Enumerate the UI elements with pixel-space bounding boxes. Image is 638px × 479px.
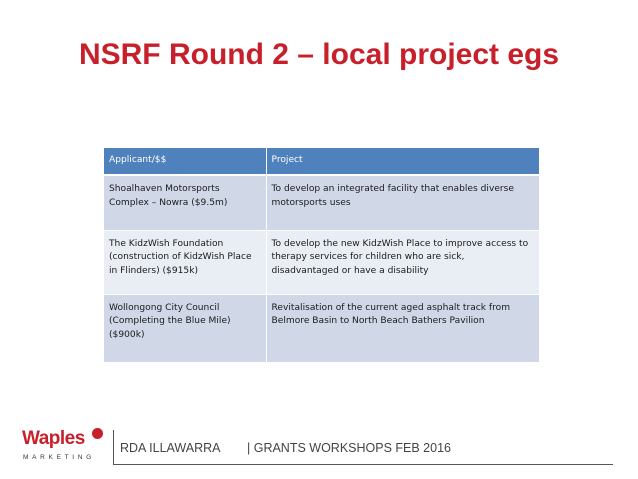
logo-badge-icon [92,428,103,439]
footer-event: | GRANTS WORKSHOPS FEB 2016 [247,441,451,455]
table-row [104,175,539,230]
footer-rule [113,464,613,465]
slide-title: NSRF Round 2 – local project egs [78,38,560,71]
footer-divider [113,430,114,465]
project-cell: Revitalisation of the current aged asphalt track from Belmore Basin to North Beach Bathers Pavilion [266,294,539,362]
project-cell: To develop an integrated facility that enables diverse motorsports uses [266,175,539,230]
grant-table [104,148,539,362]
table-row [104,230,539,294]
column-header-applicant: Applicant/$$ [104,148,266,175]
applicant-cell: Shoalhaven Motorsports Complex – Nowra ($9.5m) [104,175,266,230]
waples-logo [22,428,108,468]
table-header-row [104,148,539,175]
footer-organisation: RDA ILLAWARRA [120,441,221,455]
applicant-cell: The KidzWish Foundation (construction of KidzWish Place in Flinders) ($915k) [104,230,266,294]
applicant-cell: Wollongong City Council (Completing the Blue Mile) ($900k) [104,294,266,362]
logo-subtitle: MARKETING [23,454,95,461]
table-row [104,294,539,362]
logo-wordmark: Waples [22,428,85,449]
column-header-project: Project [266,148,539,175]
project-cell: To develop the new KidzWish Place to improve access to therapy services for children who are sick, disadvantaged or have a disability [266,230,539,294]
